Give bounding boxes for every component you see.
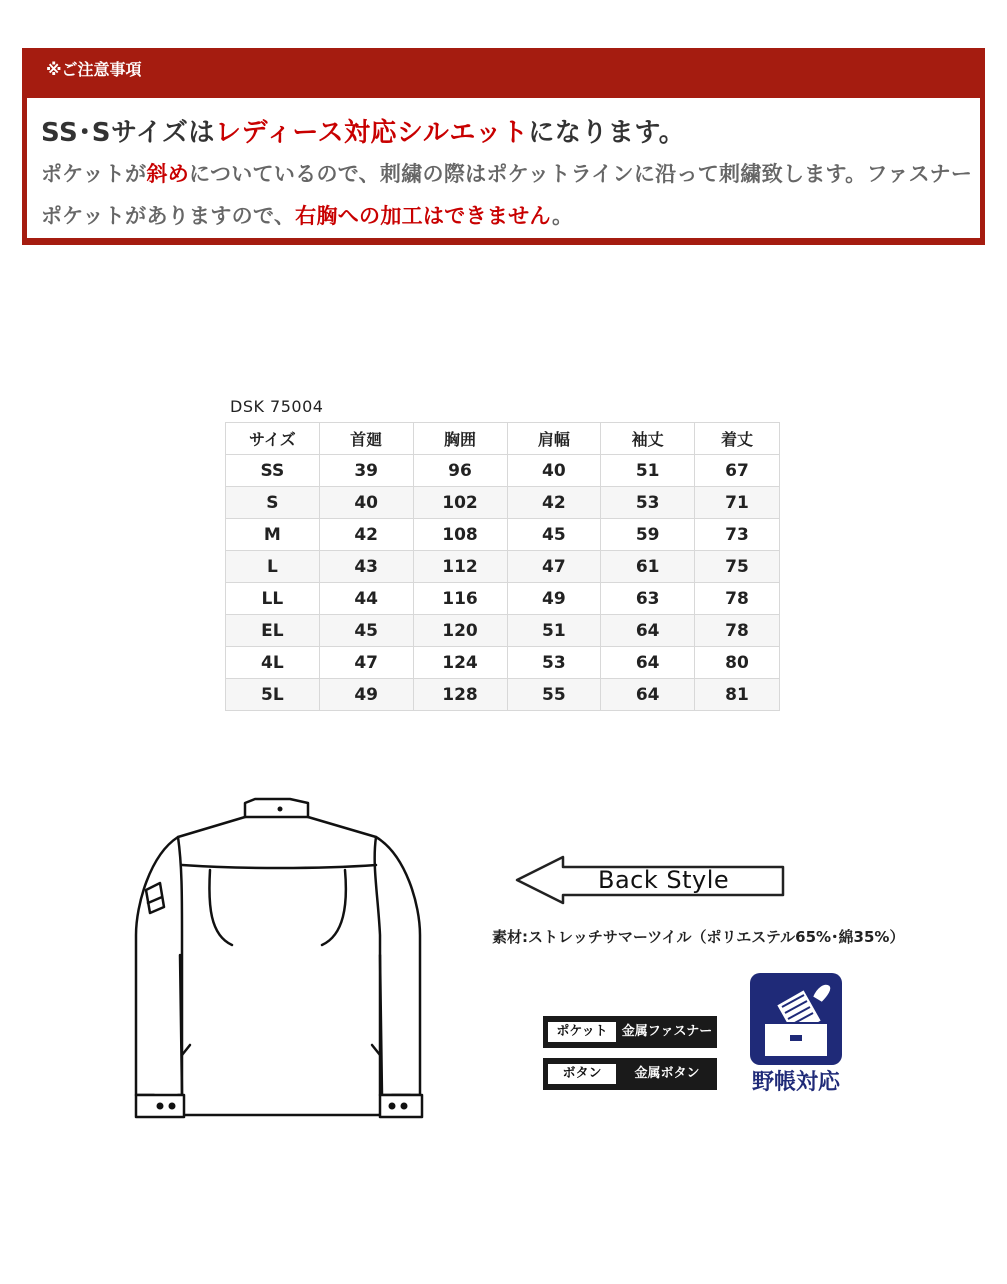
measurement-cell: 78 (695, 615, 780, 647)
measurement-cell: 61 (601, 551, 695, 583)
measurement-cell: 42 (507, 487, 601, 519)
table-row (226, 583, 780, 615)
measurement-cell: 40 (319, 487, 413, 519)
size-table (225, 422, 780, 711)
shirt-back-illustration (130, 795, 430, 1135)
header-size: サイズ (226, 423, 320, 455)
table-row (226, 487, 780, 519)
measurement-cell: 51 (601, 455, 695, 487)
header-shoulder: 肩幅 (507, 423, 601, 455)
size-label-cell: SS (226, 455, 320, 487)
table-row (226, 551, 780, 583)
spec-button (543, 1058, 717, 1090)
measurement-cell: 55 (507, 679, 601, 711)
size-label-cell: EL (226, 615, 320, 647)
header-chest: 胸囲 (413, 423, 507, 455)
notice-line-1 (41, 112, 980, 149)
measurement-cell: 53 (507, 647, 601, 679)
notice-box (22, 48, 985, 245)
material-text: 素材:ストレッチサマーツイル（ポリエステル65%･綿35%） (492, 928, 905, 946)
measurement-cell: 47 (319, 647, 413, 679)
notice-line-2 (41, 153, 980, 237)
measurement-cell: 112 (413, 551, 507, 583)
measurement-cell: 102 (413, 487, 507, 519)
measurement-cell: 40 (507, 455, 601, 487)
notice-diagonal-text: 斜め (146, 162, 190, 186)
measurement-cell: 39 (319, 455, 413, 487)
measurement-cell: 44 (319, 583, 413, 615)
measurement-cell: 49 (507, 583, 601, 615)
notebook-compatible-label: 野帳対応 (751, 1070, 840, 1095)
measurement-cell: 71 (695, 487, 780, 519)
model-number: DSK 75004 (230, 397, 324, 416)
back-style-label: Back Style (598, 866, 730, 894)
measurement-cell: 64 (601, 647, 695, 679)
spec-button-value: 金属ボタン (634, 1066, 700, 1081)
size-label-cell: LL (226, 583, 320, 615)
measurement-cell: 47 (507, 551, 601, 583)
measurement-cell: 42 (319, 519, 413, 551)
measurement-cell: 64 (601, 679, 695, 711)
header-sleeve: 袖丈 (601, 423, 695, 455)
notice-size-text: SS･Sサイズは (41, 118, 215, 148)
notice-restriction-text: 右胸への加工はできません (295, 204, 552, 228)
measurement-cell: 108 (413, 519, 507, 551)
spec-button-label: ボタン (548, 1064, 616, 1084)
notice-line1-end: になります。 (528, 118, 686, 148)
notice-header: ※ご注意事項 (46, 60, 142, 79)
measurement-cell: 59 (601, 519, 695, 551)
measurement-cell: 45 (319, 615, 413, 647)
measurement-cell: 45 (507, 519, 601, 551)
table-row (226, 455, 780, 487)
size-table-body (226, 455, 780, 711)
measurement-cell: 78 (695, 583, 780, 615)
measurement-cell: 53 (601, 487, 695, 519)
spec-pocket-label: ポケット (548, 1022, 616, 1042)
size-label-cell: M (226, 519, 320, 551)
measurement-cell: 81 (695, 679, 780, 711)
measurement-cell: 64 (601, 615, 695, 647)
measurement-cell: 43 (319, 551, 413, 583)
spec-pocket-value: 金属ファスナー (621, 1024, 713, 1039)
measurement-cell: 80 (695, 647, 780, 679)
size-label-cell: 5L (226, 679, 320, 711)
header-length: 着丈 (695, 423, 780, 455)
header-neck: 首廻 (319, 423, 413, 455)
notice-body (27, 98, 980, 238)
size-label-cell: 4L (226, 647, 320, 679)
size-label-cell: L (226, 551, 320, 583)
table-row (226, 615, 780, 647)
measurement-cell: 67 (695, 455, 780, 487)
measurement-cell: 96 (413, 455, 507, 487)
measurement-cell: 49 (319, 679, 413, 711)
table-row (226, 647, 780, 679)
notice-ladies-text: レディース対応シルエット (214, 118, 529, 148)
measurement-cell: 63 (601, 583, 695, 615)
size-table-header-row (226, 423, 780, 455)
table-row (226, 519, 780, 551)
measurement-cell: 120 (413, 615, 507, 647)
measurement-cell: 73 (695, 519, 780, 551)
notice-period: 。 (552, 204, 574, 228)
measurement-cell: 128 (413, 679, 507, 711)
measurement-cell: 124 (413, 647, 507, 679)
measurement-cell: 75 (695, 551, 780, 583)
notice-embroidery-text: についているので、刺繍の際はポケットラインに沿って刺繍致します。ファスナーポケットがありますので、 (41, 162, 973, 228)
spec-pocket (543, 1016, 717, 1048)
measurement-cell: 116 (413, 583, 507, 615)
size-label-cell: S (226, 487, 320, 519)
measurement-cell: 51 (507, 615, 601, 647)
notice-pocket-text: ポケットが (41, 162, 147, 186)
table-row (226, 679, 780, 711)
notebook-pocket-icon (750, 973, 842, 1065)
